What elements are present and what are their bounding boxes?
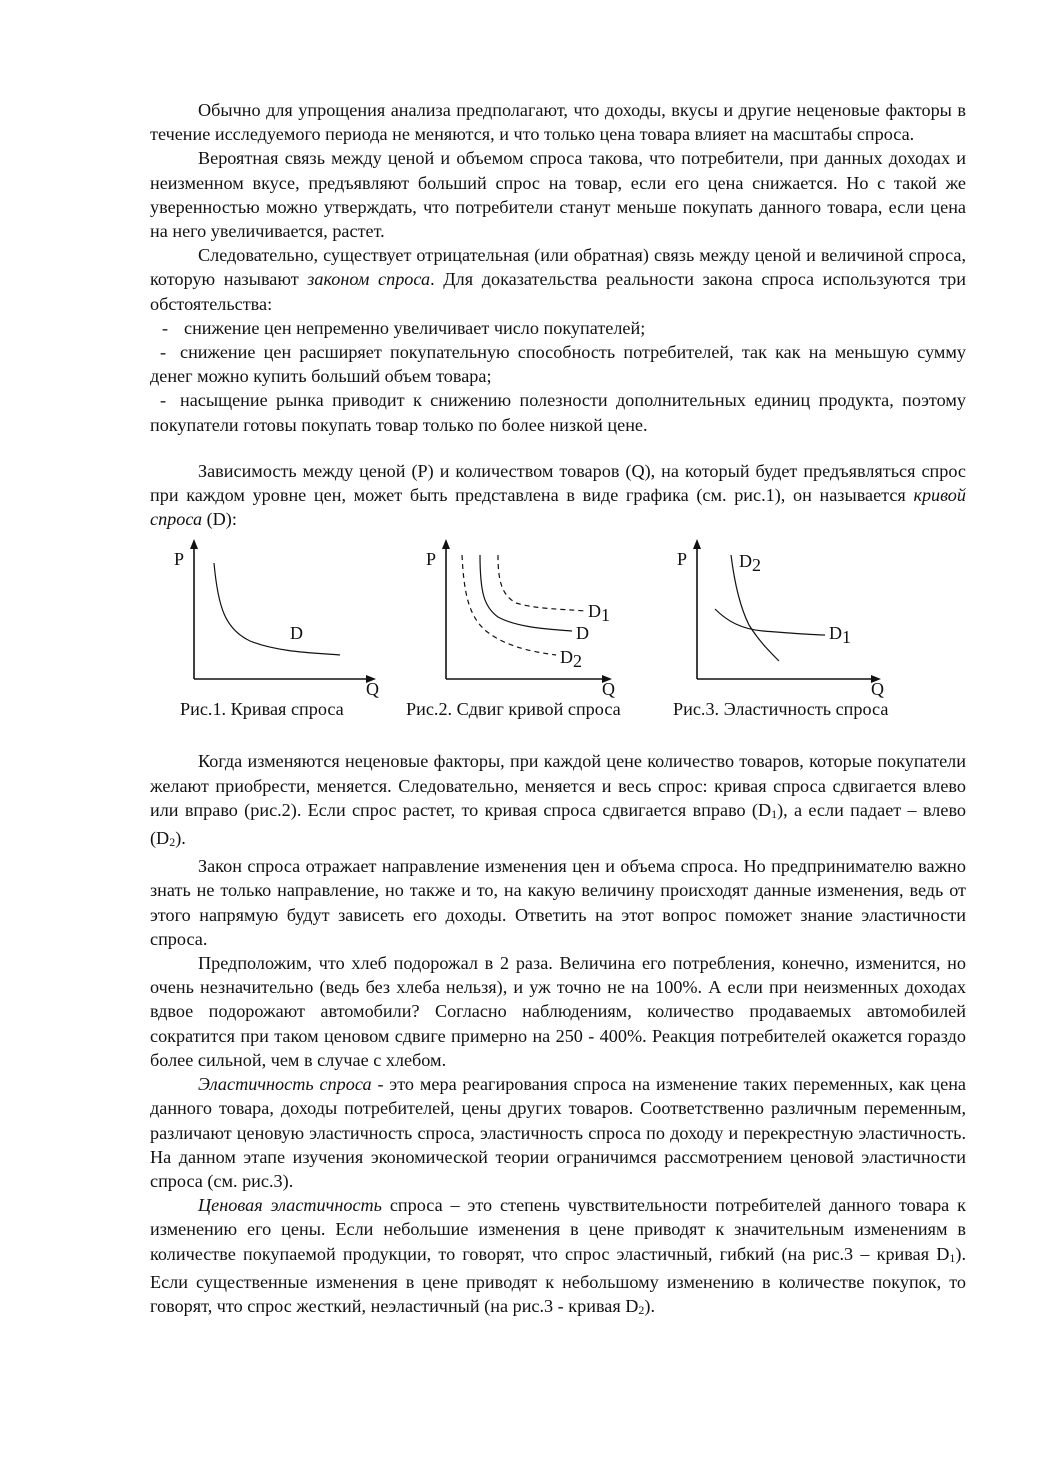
p-axis-label: P bbox=[677, 549, 688, 570]
bullet-item: - снижение цен непременно увеличивает число покупателей; bbox=[162, 317, 646, 338]
paragraph-price-demand-relation: Вероятная связь между ценой и объемом спроса такова, что потребители, при данных доходах и неизменном вкусе, предъявляют больший спрос на товар, если его цена снижается. Но с такой же уверенностью можно утверждать, что потребители станут меньше покупать данного товара, если цена на него увеличивается, растет. bbox=[150, 148, 966, 242]
term-demand-curve: кривой спроса bbox=[150, 485, 966, 530]
document-page bbox=[150, 98, 966, 1322]
figure-demand-shift bbox=[426, 537, 646, 700]
term-law-of-demand: законом спроса bbox=[307, 269, 431, 290]
curve-label-d: D bbox=[290, 623, 303, 644]
demand-curve-d2 bbox=[462, 555, 556, 655]
term-elasticity: Эластичность спроса bbox=[198, 1074, 372, 1095]
curve-label-d1: D1 bbox=[829, 623, 851, 648]
paragraph-demand-curve: Зависимость между ценой (Р) и количеством товаров (Q), на который будет предъявляться спрос при каждом уровне цен, может быть представлена в виде графика (см. рис.1), он называется кривой спроса (D): bbox=[150, 460, 966, 530]
paragraph-bread-example: Предположим, что хлеб подорожал в 2 раза. Величина его потребления, конечно, изменится, но очень незначительно (ведь без хлеба нельзя), и уж точно не на 100%. А если при неизменных доходах вдвое подорожают автомобили? Согласно наблюдениям, количество продаваемых автомобилей сократится при таком ценовом сдвиге примерно на 250 - 400%. Реакция потребителей окажется гораздо более сильной, чем в случае с хлебом. bbox=[150, 953, 966, 1070]
demand-curve-d1 bbox=[498, 555, 586, 611]
caption-fig1: Рис.1. Кривая спроса bbox=[180, 699, 344, 720]
p-axis-label: P bbox=[174, 549, 185, 570]
q-axis-label: Q bbox=[366, 679, 379, 700]
paragraph-assumptions: Обычно для упрощения анализа предполагают, что доходы, вкусы и другие неценовые факторы в течение исследуемого периода не меняются, и что только цена товара влияет на масштабы спроса. bbox=[150, 100, 966, 145]
curve-label-d: D bbox=[576, 623, 589, 644]
p-axis-arrow-icon bbox=[693, 539, 701, 549]
figures-row bbox=[150, 537, 966, 727]
paragraph-law-of-demand: Следовательно, существует отрицательная (или обратная) связь между ценой и величиной спроса, которую называют законом спроса. Для доказательства реальности закона спроса используются три обстоятельства: bbox=[150, 245, 966, 314]
term-price-elasticity: Ценовая эластичность bbox=[198, 1195, 382, 1216]
q-axis-label: Q bbox=[602, 679, 615, 700]
p-axis-label: P bbox=[426, 549, 437, 570]
caption-fig2: Рис.2. Сдвиг кривой спроса bbox=[406, 699, 621, 720]
curve-label-d2: D2 bbox=[560, 647, 582, 672]
p-axis-arrow-icon bbox=[442, 539, 450, 549]
demand-curve-d1 bbox=[715, 609, 825, 635]
paragraph-demand-shift: Когда изменяются неценовые факторы, при каждой цене количество товаров, которые покупатели желают приобрести, меняется. Следовательно, меняется и весь спрос: кривая спроса сдвигается влево или вправо (рис.2). Если спрос растет, то кривая спроса сдвигается вправо $(D_1)$, а если падает – влево $(D_2)$. bbox=[150, 751, 966, 850]
demand-curve-d bbox=[214, 563, 340, 655]
paragraph-price-elasticity: Ценовая эластичность спроса – это степень чувствительности потребителей данного товара к изменению его цены. Если небольшие изменения в цене приводят к значительным изменениям в количестве покупаемой продукции, то говорят, что спрос эластичный, гибкий (на рис.3 – кривая $D_1$). Если существенные изменения в цене приводят к небольшому изменению в количестве покупок, то говорят, что спрос жесткий, неэластичный (на рис.3 - кривая $D_2$). bbox=[150, 1195, 966, 1317]
bullet-item: - снижение цен расширяет покупательную способность потребителей, так как на меньшую сумму денег можно купить больший объем товара; bbox=[150, 342, 966, 387]
demand-curve-d bbox=[480, 555, 572, 631]
paragraph-law-direction: Закон спроса отражает направление изменения цен и объема спроса. Но предпринимателю важно знать не только направление, но также и то, на какую величину происходят данные изменения, ведь от этого напрямую будут зависеть его доходы. Ответить на этот вопрос поможет знание эластичности спроса. bbox=[150, 856, 966, 949]
figure-elasticity bbox=[675, 537, 905, 700]
caption-fig3: Рис.3. Эластичность спроса bbox=[673, 699, 889, 720]
p-axis-arrow-icon bbox=[190, 539, 198, 549]
figure-demand-curve bbox=[170, 537, 390, 700]
curve-label-d1: D1 bbox=[588, 601, 610, 626]
paragraph-elasticity: Эластичность спроса - это мера реагирования спроса на изменение таких переменных, как цена данного товара, доходы потребителей, цены других товаров. Соответственно различным переменным, различают ценовую эластичность спроса, эластичность спроса по доходу и перекрестную эластичность. На данном этапе изучения экономической теории ограничимся рассмотрением ценовой эластичности спроса (см. рис.3). bbox=[150, 1074, 966, 1191]
curve-label-d2: D2 bbox=[739, 551, 761, 576]
bullet-item: - насыщение рынка приводит к снижению полезности дополнительных единиц продукта, поэтому покупатели готовы покупать товар только по более низкой цене. bbox=[150, 390, 966, 435]
q-axis-label: Q bbox=[871, 679, 884, 700]
